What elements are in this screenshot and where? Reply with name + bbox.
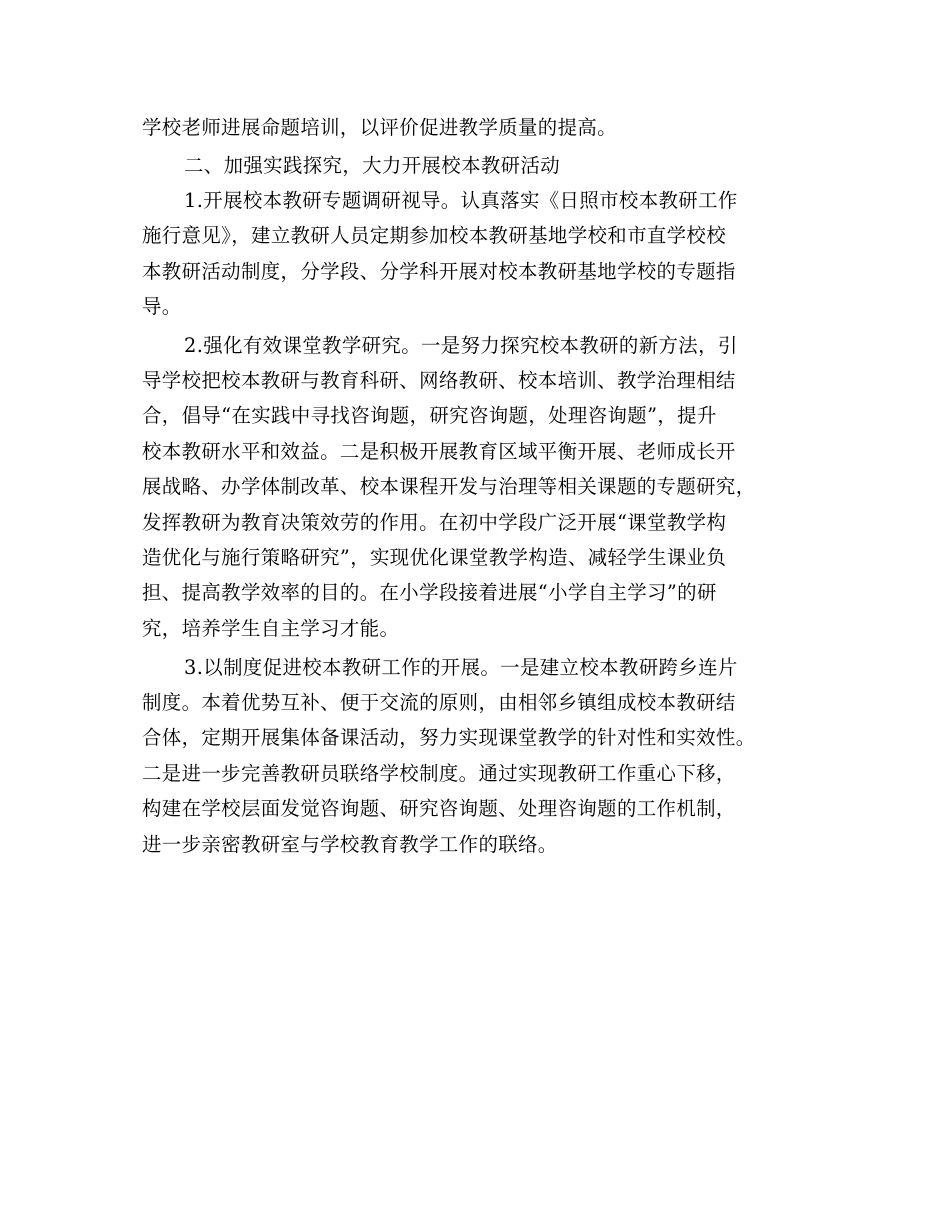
text-line: 展战略、办学体制改革、校本课程开发与治理等相关课题的专题研究， bbox=[142, 475, 756, 498]
text-line: 校本教研水平和效益。二是积极开展教育区域平衡开展、老师成长开 bbox=[142, 440, 736, 463]
text-line: 学校老师进展命题培训，以评价促进教学质量的提高。 bbox=[142, 116, 617, 139]
text-line: 3.以制度促进校本教研工作的开展。一是建立校本教研跨乡连片 bbox=[184, 656, 738, 679]
text-line: 制度。本着优势互补、便于交流的原则，由相邻乡镇组成校本教研结 bbox=[142, 691, 736, 714]
text-line: 导学校把校本教研与教育科研、网络教研、校本培训、教学治理相结 bbox=[142, 369, 736, 392]
text-line: 二是进一步完善教研员联络学校制度。通过实现教研工作重心下移， bbox=[142, 762, 736, 785]
text-line: 导。 bbox=[142, 295, 182, 318]
text-line: 担、提高教学效率的目的。在小学段接着进展“小学自主学习”的研 bbox=[142, 581, 717, 604]
text-line: 进一步亲密教研室与学校教育教学工作的联络。 bbox=[142, 833, 558, 856]
text-line: 合，倡导“在实践中寻找咨询题，研究咨询题，处理咨询题”，提升 bbox=[142, 404, 717, 427]
section-heading: 二、加强实践探究，大力开展校本教研活动 bbox=[184, 154, 561, 177]
text-line: 构建在学校层面发觉咨询题、研究咨询题、处理咨询题的工作机制， bbox=[142, 797, 736, 820]
text-line: 2.强化有效课堂教学研究。一是努力探究校本教研的新方法，引 bbox=[184, 334, 738, 357]
text-line: 本教研活动制度，分学段、分学科开展对校本教研基地学校的专题指 bbox=[142, 260, 736, 283]
text-line: 造优化与施行策略研究”，实现优化课堂教学构造、减轻学生课业负 bbox=[142, 546, 727, 569]
text-line: 1.开展校本教研专题调研视导。认真落实《日照市校本教研工作 bbox=[184, 189, 738, 212]
text-line: 施行意见》，建立教研人员定期参加校本教研基地学校和市直学校校 bbox=[142, 224, 727, 247]
text-line: 发挥教研为教育决策效劳的作用。在初中学段广泛开展“课堂教学构 bbox=[142, 511, 727, 534]
text-line: 合体，定期开展集体备课活动，努力实现课堂教学的针对性和实效性。 bbox=[142, 726, 756, 749]
text-line: 究，培养学生自主学习才能。 bbox=[142, 617, 400, 640]
